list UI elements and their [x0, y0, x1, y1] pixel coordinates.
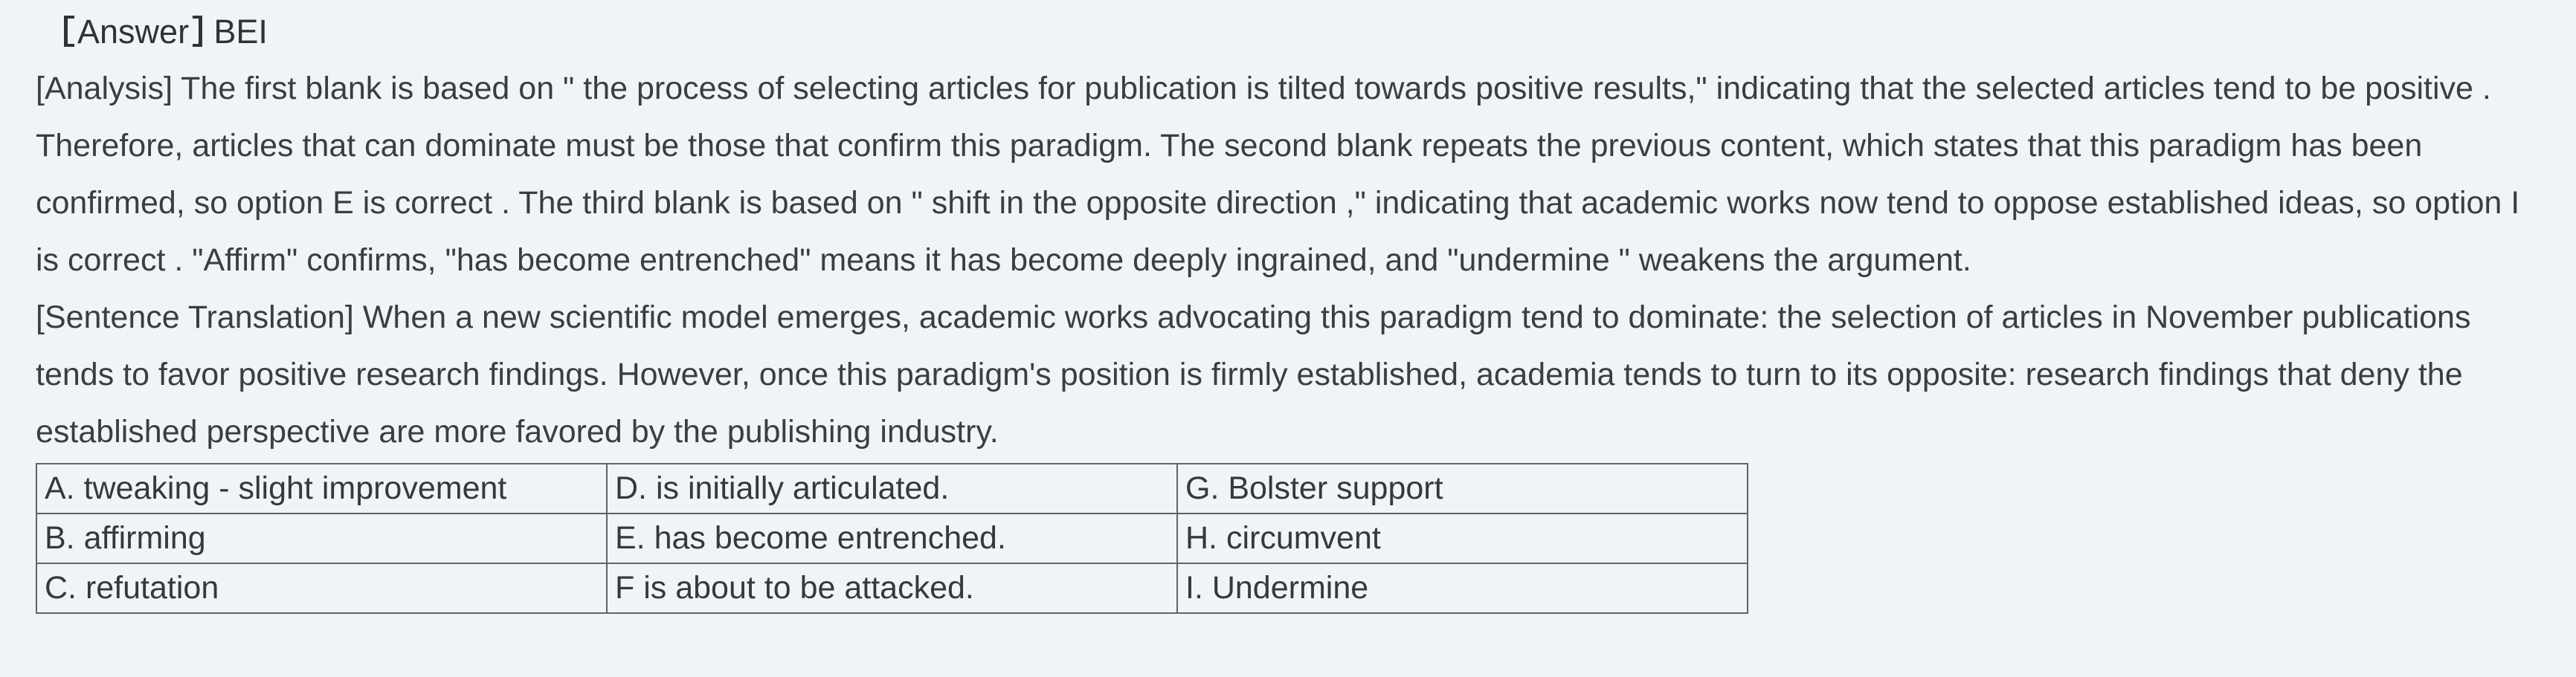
lenticular-bracket-open-icon: [64, 16, 74, 48]
answer-heading-label: Answer: [77, 13, 190, 51]
analysis-paragraph: [Analysis] The first blank is based on " the process of selecting articles for publication is tilted towards positive results," indicating that the selected articles tend to be positive . Therefore, articles that can dominate must be those that confirm this paradigm. The second blank repeats the previous content, which states that this paradigm has been confirmed, so option E is correct . The third blank is based on " shift in the opposite direction ," indicating that academic works now tend to oppose established ideas, so option I is correct . "Affirm" confirms, "has become entrenched" means it has become deeply ingrained, and "undermine " weakens the argument.: [36, 71, 2520, 278]
option-cell-g: G. Bolster support: [1177, 464, 1748, 514]
options-table-row: [36, 514, 1748, 563]
answer-heading: [36, 3, 2524, 60]
lenticular-bracket-close-icon: [193, 16, 203, 48]
option-cell-d: D. is initially articulated.: [607, 464, 1177, 514]
sentence-translation-paragraph: [Sentence Translation] When a new scientific model emerges, academic works advocating this paradigm tend to dominate: the selection of articles in November publications tends to favor positive research findings. However, once this paradigm's position is firmly established, academia tends to turn to its opposite: research findings that deny the established perspective are more favored by the publishing industry.: [36, 299, 2471, 450]
option-cell-e: E. has become entrenched.: [607, 514, 1177, 563]
option-cell-f: F is about to be attacked.: [607, 563, 1177, 613]
options-table-row: [36, 563, 1748, 613]
options-table: [36, 463, 1748, 614]
answer-code: BEI: [213, 13, 268, 51]
option-cell-h: H. circumvent: [1177, 514, 1748, 563]
options-table-row: [36, 464, 1748, 514]
option-cell-i: I. Undermine: [1177, 563, 1748, 613]
option-cell-b: B. affirming: [36, 514, 607, 563]
option-cell-c: C. refutation: [36, 563, 607, 613]
option-cell-a: A. tweaking - slight improvement: [36, 464, 607, 514]
